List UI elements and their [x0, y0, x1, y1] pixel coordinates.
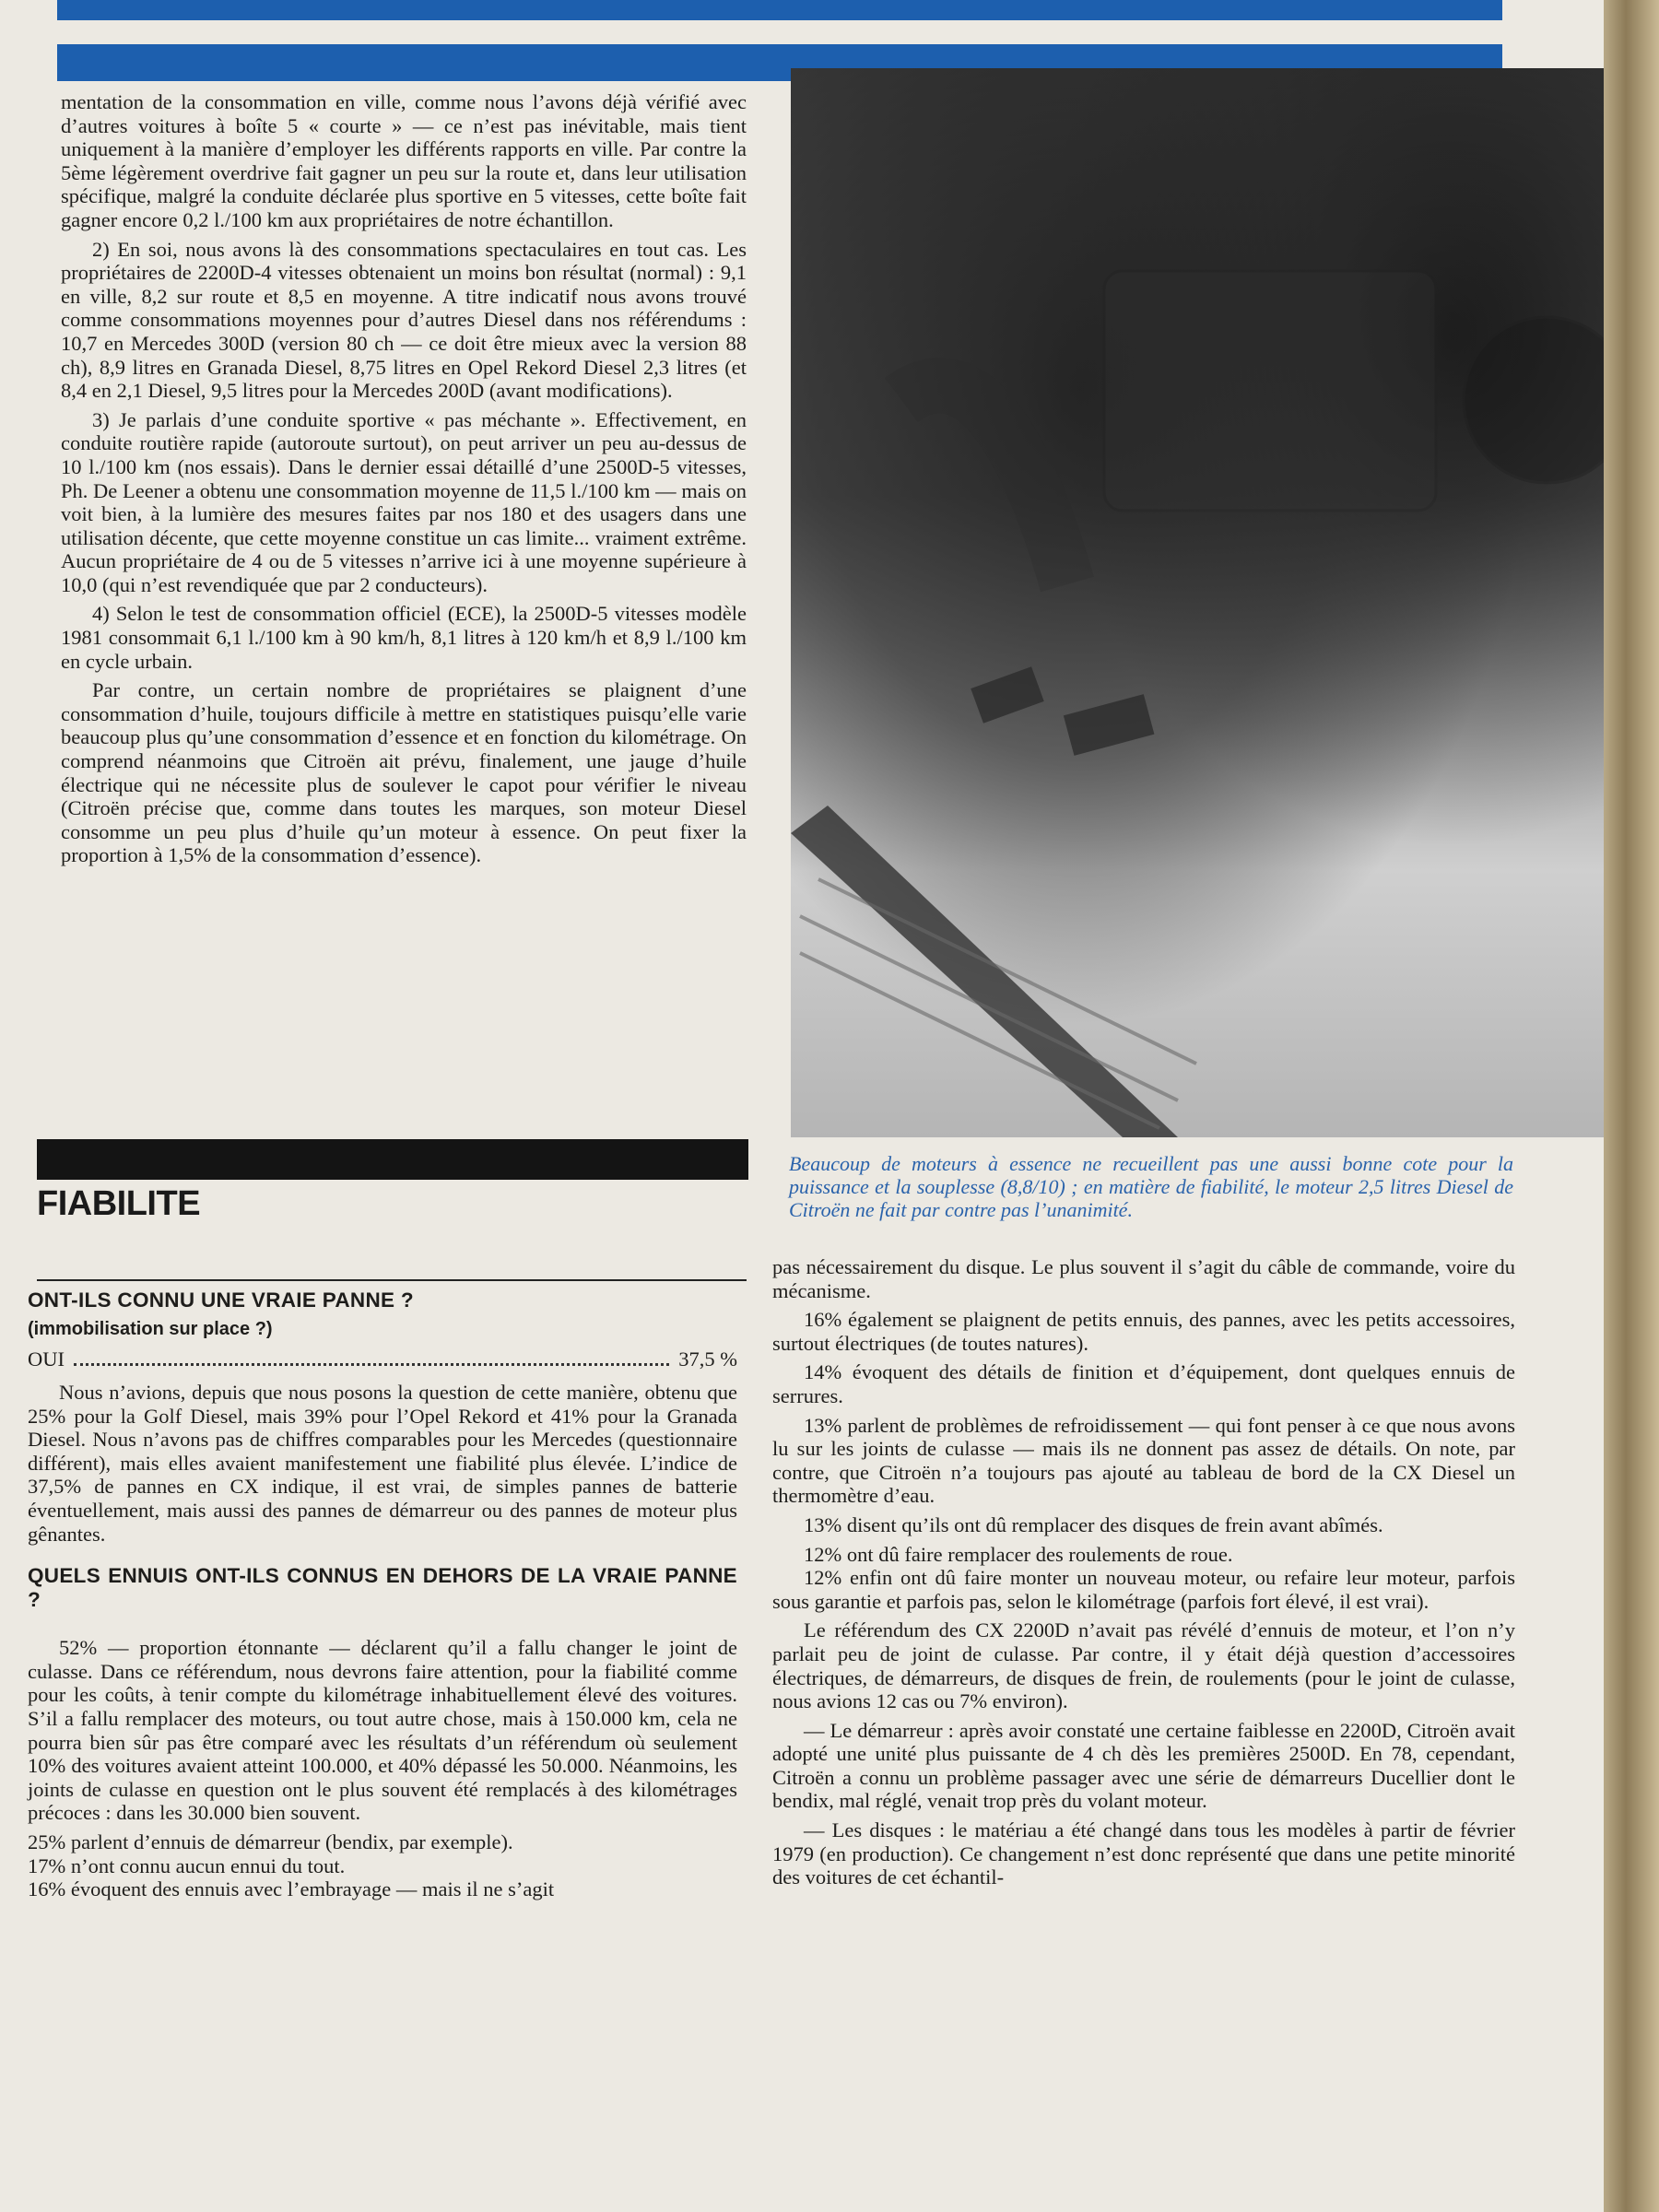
- paragraph: 52% — proportion étonnante — déclarent qu’il a fallu changer le joint de culasse. Dans ce référendum, nous devrons faire attention, pour la fiabilité comme pour les coûts, à tenir compte du kilométrage inhabituellement élevé des voitures. S’il a fallu remplacer des moteurs, ou tout autre chose, mais à 150.000 km, cela ne pourra bien sûr pas être comparé avec les résultats d’un référendum où seulement 10% des voitures avaient atteint 100.000, et 40% dépassé les 50.000. Néanmoins, les joints de culasse en question ont le plus souvent été remplacés à des kilométrages précoces : dans les 30.000 bien souvent.: [28, 1636, 737, 1825]
- paragraph: 4) Selon le test de consommation officiel (ECE), la 2500D-5 vitesses modèle 1981 consommait 6,1 l./100 km à 90 km/h, 8,1 litres à 120 km/h et 8,9 l./100 km en cycle urbain.: [61, 602, 747, 673]
- question-subtitle: (immobilisation sur place ?): [28, 1319, 273, 1339]
- left-column-bottom: [28, 1270, 737, 1901]
- section-title: FIABILITE: [37, 1184, 201, 1223]
- answer-value: 37,5 %: [678, 1347, 737, 1371]
- paragraph: 25% parlent d’ennuis de démarreur (bendix, par exemple).: [28, 1830, 513, 1853]
- dot-leader: [74, 1363, 669, 1366]
- paragraph: 12% ont dû faire remplacer des roulements de roue.: [804, 1542, 1233, 1566]
- paragraph: — Le démarreur : après avoir constaté une certaine faiblesse en 2200D, Citroën avait adopté une unité plus puissante de 4 ch dès les premières 2500D. En 78, cependant, Citroën a connu un problème passager avec une série de démarreurs Ducellier dont le bendix, mal réglé, venait trop près du volant moteur.: [772, 1718, 1515, 1813]
- question-title: ONT-ILS CONNU UNE VRAIE PANNE ?: [28, 1288, 414, 1312]
- left-column-top: [61, 90, 747, 873]
- paragraph: 17% n’ont connu aucun ennui du tout.: [28, 1853, 346, 1877]
- question-title: QUELS ENNUIS ONT-ILS CONNUS EN DEHORS DE LA VRAIE PANNE ?: [28, 1564, 737, 1612]
- page-edge: [1604, 0, 1659, 2212]
- paragraph: 16% également se plaignent de petits ennuis, des pannes, avec les petits accessoires, surtout électriques (de toutes natures).: [772, 1308, 1515, 1355]
- photo-caption: Beaucoup de moteurs à essence ne recueillent pas une aussi bonne cote pour la puissance et la souplesse (8,8/10) ; en matière de fiabilité, le moteur 2,5 litres Diesel de Citroën ne fait par contre pas l’unanimité.: [789, 1152, 1513, 1221]
- engine-photo: [791, 68, 1617, 1137]
- header-band-top: [57, 0, 1502, 20]
- paragraph: pas nécessairement du disque. Le plus souvent il s’agit du câble de commande, voire du mécanisme.: [772, 1255, 1515, 1302]
- paragraph: 14% évoquent des détails de finition et d’équipement, dont quelques ennuis de serrures.: [772, 1360, 1515, 1407]
- paragraph: 12% enfin ont dû faire monter un nouveau moteur, ou refaire leur moteur, parfois sous garantie et parfois pas, selon le kilométrage (parfois fort élevé, il est vrai).: [772, 1566, 1515, 1613]
- paragraph: Le référendum des CX 2200D n’avait pas révélé d’ennuis de moteur, et l’on n’y parlait peu de joint de culasse. Par contre, il y était déjà question d’accessoires électriques, de démarreurs, de disques de frein, de roulements (pour le joint de culasse, nous avions 12 cas ou 7% environ).: [772, 1618, 1515, 1713]
- answer-label: OUI: [28, 1347, 65, 1371]
- paragraph: Nous n’avions, depuis que nous posons la question de cette manière, obtenu que 25% pour la Golf Diesel, mais 39% pour l’Opel Rekord et 41% pour la Granada Diesel. Nous n’avons pas de chiffres comparables pour les Mercedes (questionnaire différent), mais elles avaient manifestement une fiabilité plus élevée. L’indice de 37,5% de pannes en CX indique, il est vrai, de simples pannes de batterie éventuellement, mais aussi des pannes de démarreur ou des pannes de moteur plus gênantes.: [28, 1381, 737, 1546]
- answer-row: [28, 1347, 737, 1371]
- paragraph: mentation de la consommation en ville, comme nous l’avons déjà vérifié avec d’autres voitures à boîte 5 « courte » — ce n’est pas inévitable, mais tient uniquement à la manière d’employer les différents rapports en ville. Par contre la 5ème légèrement overdrive fait gagner un peu sur la route et, dans leur utilisation spécifique, malgré la conduite déclarée plus sportive en 5 vitesses, cette boîte fait gagner encore 0,2 l./100 km aux propriétaires de notre échantillon.: [61, 90, 747, 231]
- paragraph: — Les disques : le matériau a été changé dans tous les modèles à partir de février 1979 (en production). Ce changement n’est donc représenté que dans une petite minorité des voitures de cet échantil-: [772, 1818, 1515, 1889]
- paragraph: Par contre, un certain nombre de propriétaires se plaignent d’une consommation d’huile, toujours difficile à mettre en statistiques puisqu’elle varie beaucoup plus qu’une consommation d’essence et en fonction du kilométrage. On comprend néanmoins que Citroën ait prévu, finalement, une jauge d’huile électrique qui ne nécessite plus de soulever le capot pour vérifier le niveau (Citroën précise que, comme dans toutes les marques, son moteur Diesel consomme un peu plus d’huile qu’un moteur à essence. On peut fixer la proportion à 1,5% de la consommation d’essence).: [61, 678, 747, 867]
- paragraph: 13% parlent de problèmes de refroidissement — qui font penser à ce que nous avons lu sur les joints de culasse — mais ils ne donnent pas assez de détails. On note, par contre, que Citroën n’a toujours pas ajouté au tableau de bord de la CX Diesel un thermomètre d’eau.: [772, 1413, 1515, 1508]
- paragraph: 3) Je parlais d’une conduite sportive « pas méchante ». Effectivement, en conduite routière rapide (autoroute surtout), on peut arriver un peu au-dessus de 10 l./100 km (nos essais). Dans le dernier essai détaillé d’une 2500D-5 vitesses, Ph. De Leener a obtenu une consommation moyenne de 11,5 l./100 km — mais on voit bien, à la lumière des mesures faites par nos 180 et des usagers dans une utilisation décente, que cette moyenne constitue un cas limite... vraiment extrême. Aucun propriétaire de 4 ou de 5 vitesses n’arrive ici à une moyenne supérieure à 10,0 (qui n’est revendiquée que par 2 conducteurs).: [61, 407, 747, 596]
- paragraph: 13% disent qu’ils ont dû remplacer des disques de frein avant abîmés.: [804, 1512, 1383, 1536]
- right-column-bottom: [772, 1255, 1515, 1895]
- paragraph: 16% évoquent des ennuis avec l’embrayage — mais il ne s’agit: [28, 1877, 555, 1901]
- section-bar: [37, 1139, 748, 1180]
- paragraph: 2) En soi, nous avons là des consommations spectaculaires en tout cas. Les propriétaires de 2200D-4 vitesses obtenaient un moins bon résultat (normal) : 9,1 en ville, 8,2 sur route et 8,5 en moyenne. A titre indicatif nous avons trouvé comme consommations moyennes pour d’autres Diesel dans nos référendums : 10,7 en Mercedes 300D (version 80 ch — ce doit être mieux avec la version 88 ch), 8,9 litres en Granada Diesel, 8,75 litres en Opel Rekord Diesel 2,3 litres (et 8,4 en 2,1 Diesel, 9,5 litres pour la Mercedes 200D (avant modifications).: [61, 237, 747, 403]
